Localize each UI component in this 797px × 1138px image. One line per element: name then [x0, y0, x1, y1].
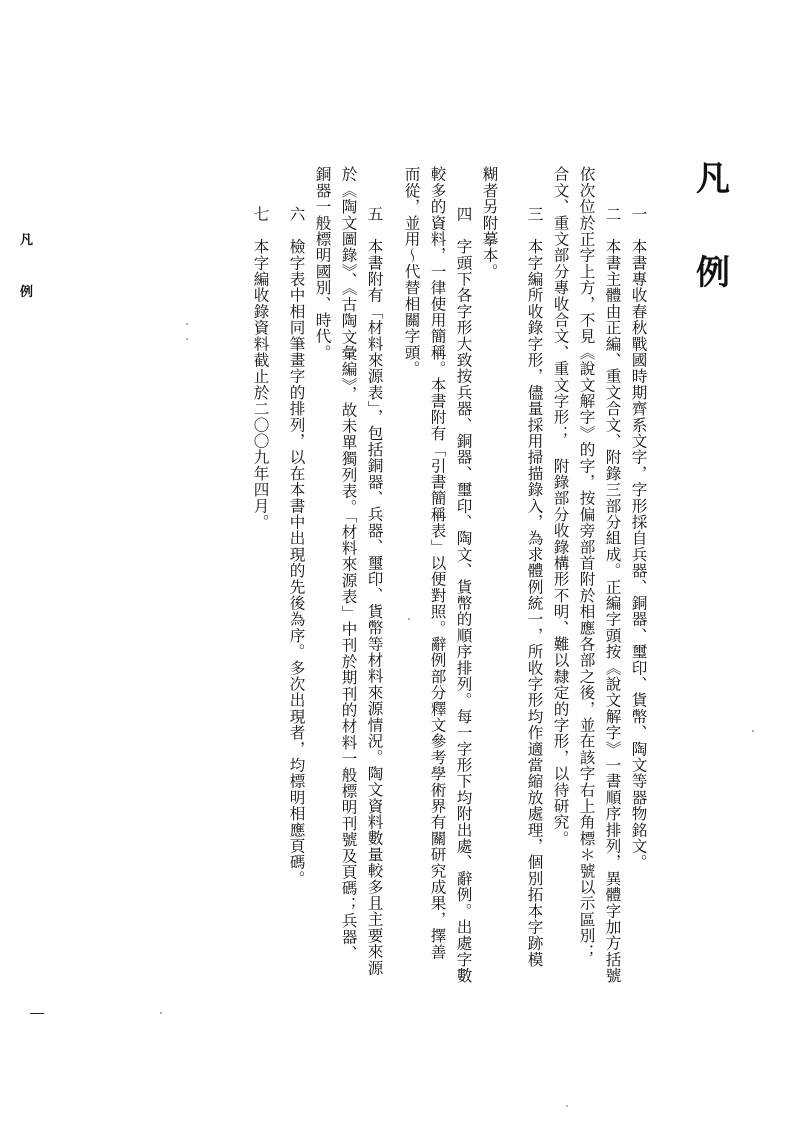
text-column-11: 於《陶文圖錄》、《古陶文彙編》，故未單獨列表。「材料來源表」中刊於期刊的材料一般標明刊號及頁碼；兵器、: [339, 166, 358, 961]
margin-char-fan: 凡: [20, 233, 34, 248]
title-char-li: 例: [696, 253, 730, 293]
scan-speck: [566, 1105, 568, 1107]
text-column-13: 六 檢字表中相同筆畫字的排列，以在本書中出現的先後為序。多次出現者，均標明相應頁碼。: [287, 206, 306, 887]
text-column-10: 五 本書附有「材料來源表」，包括銅器、兵器、璽印、貨幣等材料來源情況。陶文資料數量較多且主要來源: [365, 206, 384, 976]
text-column-12: 銅器一般標明國別、時代。: [313, 166, 332, 361]
text-column-14: 七 本字編收錄資料截止於二〇〇九年四月。: [251, 206, 270, 530]
text-column-5: 三 本字編所收錄字形，儘量採用掃描錄入，為求體例統一，所收字形均作適當縮放處理，個別拓本字跡模: [525, 206, 544, 968]
text-column-7: 四 字頭下各字形大致按兵器、銅器、璽印、陶文、貨幣的順序排列。每一字形下均附出處、辭例。出處字數: [454, 206, 473, 984]
text-column-2: 二 本書主體由正編、重文合文、附錄三部分組成。正編字頭按《說文解字》一書順序排列，異體字加方括號: [603, 206, 622, 984]
text-column-1: 一 本書專收春秋戰國時期齊系文字，字形採自兵器、銅器、璽印、貨幣、陶文等器物銘文。: [629, 206, 648, 871]
scan-speck: [186, 323, 188, 325]
scan-speck: [408, 618, 410, 620]
title-char-fan: 凡: [696, 159, 730, 199]
margin-char-li: 例: [20, 285, 34, 300]
text-column-4: 合文、重文部分專收合文、重文字形； 附錄部分收錄構形不明、難以隸定的字形，以待研究。: [551, 166, 570, 847]
scan-speck: [160, 1012, 162, 1014]
text-column-6: 糊者另附摹本。: [480, 166, 499, 280]
text-column-8: 較多的資料，一律使用簡稱。本書附有「引書簡稱表」以便對照。辭例部分釋文參考學術界有關研究成果，擇善: [428, 166, 447, 960]
page-number-mark: [30, 1013, 44, 1014]
scan-speck: [186, 338, 188, 340]
text-column-3: 依次位於正字上方，不見《說文解字》的字，按偏旁部首附於相應各部之後，並在該字右上角標＊號以示區別；: [577, 166, 596, 960]
scan-speck: [752, 730, 754, 732]
text-column-9: 而從，並用～代替相關字頭。: [402, 166, 421, 377]
